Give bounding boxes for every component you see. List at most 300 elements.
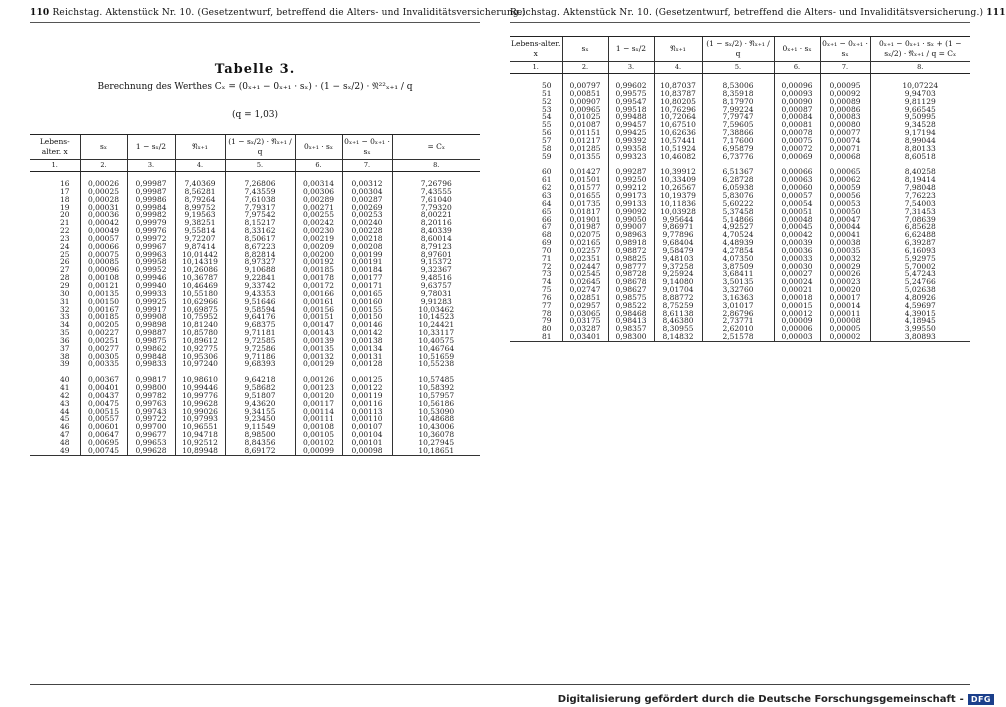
value-cell: 0,00178 — [295, 274, 342, 282]
right-header-col-2: sₓ — [562, 37, 608, 62]
value-cell: 0,00192 — [295, 258, 342, 266]
left-table-body — [30, 172, 480, 456]
value-cell: 0,99173 — [608, 192, 654, 200]
age-cell: 74 — [541, 277, 552, 287]
value-cell: 8,84356 — [225, 439, 295, 447]
value-cell: 0,00123 — [295, 384, 342, 392]
value-cell: 0,00035 — [820, 247, 870, 255]
value-cell: 0,00240 — [342, 219, 392, 227]
right-column-number-1: 1. — [510, 62, 562, 74]
value-cell: 0,00042 — [80, 219, 127, 227]
left-spacer-cell — [30, 172, 80, 181]
value-cell: 9,22841 — [225, 274, 295, 282]
value-cell: 8,20116 — [392, 219, 480, 227]
value-cell: 0,99986 — [127, 196, 175, 204]
value-cell: 0,00242 — [295, 219, 342, 227]
value-cell: 0,00335 — [80, 360, 127, 368]
value-cell: 7,43555 — [392, 188, 480, 196]
value-cell: 0,00475 — [80, 400, 127, 408]
value-cell: 6,05938 — [702, 184, 774, 192]
age-cell: 33 — [59, 312, 70, 322]
value-cell: 9,68375 — [225, 321, 295, 329]
value-cell: 0,00132 — [295, 353, 342, 361]
age-cell: 50 — [541, 81, 552, 90]
value-cell: 0,00099 — [295, 447, 342, 455]
dfg-footer-separator: - — [959, 694, 964, 705]
value-cell: 0,98872 — [608, 247, 654, 255]
value-cell: 0,99518 — [608, 106, 654, 114]
value-cell: 0,99287 — [608, 168, 654, 176]
value-cell: 0,00017 — [820, 294, 870, 302]
value-cell: 10,87037 — [654, 82, 702, 90]
value-cell: 0,00080 — [820, 121, 870, 129]
value-cell: 0,00125 — [342, 376, 392, 384]
value-cell: 10,53090 — [392, 408, 480, 416]
age-cell: 21 — [59, 218, 70, 228]
value-cell: 0,98468 — [608, 310, 654, 318]
value-cell: 0,99908 — [127, 313, 175, 321]
value-cell: 0,00062 — [820, 176, 870, 184]
value-cell: 0,00139 — [295, 337, 342, 345]
value-cell: 5,70002 — [870, 263, 970, 271]
value-cell: 10,95306 — [175, 353, 225, 361]
value-cell: 0,99323 — [608, 153, 654, 161]
table-title: Tabelle 3. — [214, 62, 296, 77]
value-cell: 4,59697 — [870, 302, 970, 310]
value-cell: 9,78031 — [392, 290, 480, 298]
left-data-table — [30, 134, 480, 456]
value-cell: 0,00797 — [562, 82, 608, 90]
value-cell: 10,92775 — [175, 345, 225, 353]
value-cell: 0,00128 — [342, 360, 392, 368]
value-cell: 10,81240 — [175, 321, 225, 329]
value-cell: 0,99946 — [127, 274, 175, 282]
value-cell: 0,98777 — [608, 263, 654, 271]
age-cell: 31 — [59, 296, 70, 306]
age-cell: 79 — [541, 316, 552, 326]
value-cell: 0,00096 — [80, 266, 127, 274]
value-cell: 9,64218 — [225, 376, 295, 384]
value-cell: 8,69172 — [225, 447, 295, 455]
value-cell: 0,00110 — [342, 415, 392, 423]
value-cell: 9,33742 — [225, 282, 295, 290]
right-column-number-3: 3. — [608, 62, 654, 74]
value-cell: 10,51924 — [654, 145, 702, 153]
value-cell: 0,00102 — [295, 439, 342, 447]
value-cell: 9,71181 — [225, 329, 295, 337]
value-cell: 10,62636 — [654, 129, 702, 137]
value-cell: 0,00907 — [562, 98, 608, 106]
age-cell: 54 — [541, 112, 552, 122]
value-cell: 0,00012 — [774, 310, 820, 318]
value-cell: 8,30955 — [654, 325, 702, 333]
value-cell: 5,14866 — [702, 216, 774, 224]
value-cell: 0,00401 — [80, 384, 127, 392]
value-cell: 3,99550 — [870, 325, 970, 333]
right-page — [510, 0, 1006, 690]
value-cell: 0,99952 — [127, 266, 175, 274]
value-cell: 9,55814 — [175, 227, 225, 235]
value-cell: 7,61038 — [225, 196, 295, 204]
value-cell: 0,00065 — [820, 168, 870, 176]
value-cell: 8,97327 — [225, 258, 295, 266]
value-cell: 7,26806 — [225, 180, 295, 188]
value-cell: 0,99628 — [127, 447, 175, 455]
value-cell: 0,02075 — [562, 231, 608, 239]
left-column-number-5: 5. — [225, 160, 295, 172]
value-cell: 0,00306 — [295, 188, 342, 196]
value-cell: 0,00036 — [774, 247, 820, 255]
age-cell: 56 — [541, 128, 552, 138]
value-cell: 3,32760 — [702, 286, 774, 294]
value-cell: 0,00044 — [820, 223, 870, 231]
value-cell: 10,39912 — [654, 168, 702, 176]
value-cell: 0,99602 — [608, 82, 654, 90]
value-cell: 0,00006 — [774, 325, 820, 333]
value-cell: 0,00114 — [295, 408, 342, 416]
value-cell: 9,38251 — [175, 219, 225, 227]
value-cell: 9,58479 — [654, 247, 702, 255]
value-cell: 0,99457 — [608, 121, 654, 129]
value-cell: 0,00199 — [342, 251, 392, 259]
value-cell: 8,40258 — [870, 168, 970, 176]
value-cell: 0,00647 — [80, 431, 127, 439]
value-cell: 0,00437 — [80, 392, 127, 400]
value-cell: 0,00142 — [342, 329, 392, 337]
value-cell: 0,98918 — [608, 239, 654, 247]
value-cell: 9,25924 — [654, 270, 702, 278]
value-cell: 9,81129 — [870, 98, 970, 106]
value-cell: 0,00135 — [295, 345, 342, 353]
value-cell: 0,00304 — [342, 188, 392, 196]
value-cell: 0,99575 — [608, 90, 654, 98]
value-cell: 10,46469 — [175, 282, 225, 290]
value-cell: 0,00098 — [342, 447, 392, 455]
value-cell: 0,00255 — [295, 211, 342, 219]
age-cell: 43 — [59, 398, 70, 408]
age-cell: 51 — [541, 88, 552, 98]
value-cell: 9,34155 — [225, 408, 295, 416]
value-cell: 8,60518 — [870, 153, 970, 161]
right-column-number-5: 5. — [702, 62, 774, 74]
value-cell: 0,00151 — [295, 313, 342, 321]
value-cell: 0,02447 — [562, 263, 608, 271]
value-cell: 0,00287 — [342, 196, 392, 204]
value-cell: 10,24421 — [392, 321, 480, 329]
left-header-col-6: 0ₓ₊₁ · sₓ — [295, 135, 342, 160]
dfg-footer — [558, 694, 994, 705]
left-header-col-4: 𝔑ₓ₊₁ — [175, 135, 225, 160]
value-cell: 0,00150 — [80, 298, 127, 306]
right-running-head — [510, 8, 1006, 18]
value-cell: 0,01987 — [562, 223, 608, 231]
value-cell: 0,03065 — [562, 310, 608, 318]
value-cell: 9,64176 — [225, 313, 295, 321]
value-cell: 0,99958 — [127, 258, 175, 266]
value-cell: 0,00075 — [774, 137, 820, 145]
left-page — [30, 0, 526, 690]
value-cell: 0,00147 — [295, 321, 342, 329]
age-cell: 81 — [510, 333, 562, 341]
value-cell: 0,99982 — [127, 211, 175, 219]
left-spacer-cell — [30, 368, 80, 376]
table-row — [510, 333, 970, 341]
value-cell: 9,94703 — [870, 90, 970, 98]
value-cell: 0,00095 — [820, 82, 870, 90]
value-cell: 0,00051 — [774, 208, 820, 216]
value-cell: 8,60014 — [392, 235, 480, 243]
age-cell: 40 — [59, 375, 70, 385]
value-cell: 0,99817 — [127, 376, 175, 384]
value-cell: 0,00165 — [342, 290, 392, 298]
value-cell: 4,18945 — [870, 317, 970, 325]
value-cell: 0,00038 — [820, 239, 870, 247]
value-cell: 0,03175 — [562, 317, 608, 325]
value-cell: 0,00068 — [820, 153, 870, 161]
value-cell: 3,80893 — [870, 333, 970, 341]
value-cell: 0,99987 — [127, 188, 175, 196]
value-cell: 7,31453 — [870, 208, 970, 216]
value-cell: 0,98357 — [608, 325, 654, 333]
value-cell: 0,99722 — [127, 415, 175, 423]
value-cell: 8,19414 — [870, 176, 970, 184]
value-cell: 9,72586 — [225, 345, 295, 353]
value-cell: 10,36787 — [175, 274, 225, 282]
value-cell: 6,39287 — [870, 239, 970, 247]
left-column-number-4: 4. — [175, 160, 225, 172]
value-cell: 0,00023 — [820, 278, 870, 286]
value-cell: 0,00005 — [820, 325, 870, 333]
value-cell: 3,16363 — [702, 294, 774, 302]
value-cell: 0,99763 — [127, 400, 175, 408]
value-cell: 9,15372 — [392, 258, 480, 266]
age-cell: 63 — [541, 190, 552, 200]
age-cell: 39 — [59, 359, 70, 369]
value-cell: 0,00167 — [80, 306, 127, 314]
value-cell: 8,14832 — [654, 333, 702, 341]
value-cell: 0,00208 — [342, 243, 392, 251]
value-cell: 10,19379 — [654, 192, 702, 200]
age-cell: 24 — [59, 241, 70, 251]
table-row — [30, 447, 480, 455]
age-cell: 69 — [541, 238, 552, 248]
value-cell: 0,00367 — [80, 376, 127, 384]
right-header-col-6: 0ₓ₊₁ · sₓ — [774, 37, 820, 62]
age-cell: 53 — [541, 104, 552, 114]
age-cell: 27 — [59, 265, 70, 275]
value-cell: 0,01501 — [562, 176, 608, 184]
value-cell: 0,99979 — [127, 219, 175, 227]
value-cell: 0,00015 — [774, 302, 820, 310]
age-cell: 23 — [59, 233, 70, 243]
age-cell: 80 — [541, 324, 552, 334]
value-cell: 0,01735 — [562, 200, 608, 208]
value-cell: 8,98500 — [225, 431, 295, 439]
value-cell: 10,99628 — [175, 400, 225, 408]
value-cell: 0,99133 — [608, 200, 654, 208]
left-page-number: 110 — [30, 8, 50, 18]
value-cell: 0,00042 — [774, 231, 820, 239]
right-header-col-5: (1 − sₓ/2) · 𝔑ₓ₊₁ / q — [702, 37, 774, 62]
value-cell: 3,50135 — [702, 278, 774, 286]
value-cell: 0,00086 — [820, 106, 870, 114]
value-cell: 0,01355 — [562, 153, 608, 161]
left-running-head-text: Reichstag. Aktenstück Nr. 10. (Gesetzentwurf, betreffend die Alters- und Invaliditätsversicherung.) — [52, 8, 526, 18]
age-cell: 62 — [541, 183, 552, 193]
value-cell: 8,15217 — [225, 219, 295, 227]
value-cell: 10,03462 — [392, 306, 480, 314]
value-cell: 10,36078 — [392, 431, 480, 439]
value-cell: 7,54003 — [870, 200, 970, 208]
value-cell: 0,99887 — [127, 329, 175, 337]
value-cell: 0,98825 — [608, 255, 654, 263]
value-cell: 0,00048 — [774, 216, 820, 224]
value-cell: 0,00084 — [774, 113, 820, 121]
value-cell: 5,60222 — [702, 200, 774, 208]
value-cell: 10,03928 — [654, 208, 702, 216]
value-cell: 0,00041 — [820, 231, 870, 239]
age-cell: 20 — [59, 210, 70, 220]
left-column-number-8: 8. — [392, 160, 480, 172]
age-cell: 48 — [59, 438, 70, 447]
value-cell: 2,51578 — [702, 333, 774, 341]
value-cell: 0,00092 — [820, 90, 870, 98]
value-cell: 5,47243 — [870, 270, 970, 278]
age-cell: 55 — [541, 120, 552, 130]
value-cell: 0,99862 — [127, 345, 175, 353]
value-cell: 7,99224 — [702, 106, 774, 114]
age-cell: 65 — [541, 206, 552, 216]
left-column-number-1: 1. — [30, 160, 80, 172]
value-cell: 0,99488 — [608, 113, 654, 121]
value-cell: 9,48516 — [392, 274, 480, 282]
left-header-col-8: = Cₓ — [392, 135, 480, 160]
value-cell: 8,33162 — [225, 227, 295, 235]
value-cell: 0,00057 — [774, 192, 820, 200]
value-cell: 0,00031 — [80, 204, 127, 212]
value-cell: 0,00227 — [80, 329, 127, 337]
value-cell: 0,00695 — [80, 439, 127, 447]
right-header-col-4: 𝔑ₓ₊₁ — [654, 37, 702, 62]
value-cell: 0,00269 — [342, 204, 392, 212]
value-cell: 0,00087 — [774, 106, 820, 114]
value-cell: 0,00049 — [80, 227, 127, 235]
value-cell: 0,00314 — [295, 180, 342, 188]
value-cell: 0,00205 — [80, 321, 127, 329]
value-cell: 9,95644 — [654, 216, 702, 224]
value-cell: 7,98048 — [870, 184, 970, 192]
age-cell: 37 — [59, 343, 70, 353]
value-cell: 0,99007 — [608, 223, 654, 231]
value-cell: 0,00032 — [820, 255, 870, 263]
age-cell: 78 — [541, 308, 552, 318]
value-cell: 7,40369 — [175, 180, 225, 188]
value-cell: 9,91283 — [392, 298, 480, 306]
value-cell: 0,00063 — [774, 176, 820, 184]
value-cell: 0,99933 — [127, 290, 175, 298]
left-running-head — [30, 8, 526, 18]
age-cell: 68 — [541, 230, 552, 240]
value-cell: 0,00305 — [80, 353, 127, 361]
value-cell: 10,97240 — [175, 360, 225, 368]
value-cell: 0,00117 — [295, 400, 342, 408]
value-cell: 10,67510 — [654, 121, 702, 129]
age-cell: 75 — [541, 285, 552, 295]
value-cell: 9,37258 — [654, 263, 702, 271]
value-cell: 0,00054 — [774, 200, 820, 208]
value-cell: 0,99898 — [127, 321, 175, 329]
age-cell: 22 — [59, 226, 70, 236]
value-cell: 0,98575 — [608, 294, 654, 302]
right-header-col-3: 1 − sₓ/2 — [608, 37, 654, 62]
value-cell: 10,96551 — [175, 423, 225, 431]
value-cell: 0,00105 — [295, 431, 342, 439]
value-cell: 10,14319 — [175, 258, 225, 266]
value-cell: 0,01901 — [562, 216, 608, 224]
value-cell: 10,46082 — [654, 153, 702, 161]
value-cell: 0,99875 — [127, 337, 175, 345]
value-cell: 0,01817 — [562, 208, 608, 216]
value-cell: 9,66545 — [870, 106, 970, 114]
right-table-body — [510, 74, 970, 342]
value-cell: 0,00289 — [295, 196, 342, 204]
right-column-number-8: 8. — [870, 62, 970, 74]
value-cell: 10,33409 — [654, 176, 702, 184]
right-column-number-7: 7. — [820, 62, 870, 74]
value-cell: 0,00111 — [295, 415, 342, 423]
value-cell: 10,55238 — [392, 360, 480, 368]
value-cell: 0,98413 — [608, 317, 654, 325]
value-cell: 0,00218 — [342, 235, 392, 243]
value-cell: 10,57485 — [392, 376, 480, 384]
right-spacer-cell — [510, 160, 562, 168]
value-cell: 0,00185 — [295, 266, 342, 274]
value-cell: 0,99700 — [127, 423, 175, 431]
value-cell: 9,19563 — [175, 211, 225, 219]
right-header-col-1: Lebens-alter. x — [510, 37, 562, 62]
value-cell: 10,57957 — [392, 392, 480, 400]
value-cell: 6,16093 — [870, 247, 970, 255]
value-cell: 0,99925 — [127, 298, 175, 306]
value-cell: 10,11836 — [654, 200, 702, 208]
age-cell: 34 — [59, 320, 70, 330]
value-cell: 0,00085 — [80, 258, 127, 266]
value-cell: 7,26796 — [392, 180, 480, 188]
value-cell: 7,61040 — [392, 196, 480, 204]
value-cell: 0,00146 — [342, 321, 392, 329]
value-cell: 10,98610 — [175, 376, 225, 384]
value-cell: 0,00108 — [80, 274, 127, 282]
value-cell: 7,76223 — [870, 192, 970, 200]
right-header-col-8: 0ₓ₊₁ − 0ₓ₊₁ · sₓ + (1 − sₓ/2) · 𝔑ₓ₊₁ / q = Cₓ — [870, 37, 970, 62]
value-cell: 0,00104 — [342, 431, 392, 439]
value-cell: 0,00026 — [820, 270, 870, 278]
value-cell: 0,00200 — [295, 251, 342, 259]
value-cell: 0,00228 — [342, 227, 392, 235]
value-cell: 0,02545 — [562, 270, 608, 278]
value-cell: 0,00090 — [774, 98, 820, 106]
value-cell: 0,98963 — [608, 231, 654, 239]
value-cell: 10,97993 — [175, 415, 225, 423]
value-cell: 7,17600 — [702, 137, 774, 145]
age-cell: 57 — [541, 135, 552, 145]
dfg-footer-text: Digitalisierung gefördert durch die Deutsche Forschungsgemeinschaft — [557, 694, 956, 705]
value-cell: 8,79123 — [392, 243, 480, 251]
left-column-number-2: 2. — [80, 160, 127, 172]
right-header-col-7: 0ₓ₊₁ − 0ₓ₊₁ · sₓ — [820, 37, 870, 62]
age-cell: 49 — [30, 447, 80, 455]
value-cell: 10,83787 — [654, 90, 702, 98]
